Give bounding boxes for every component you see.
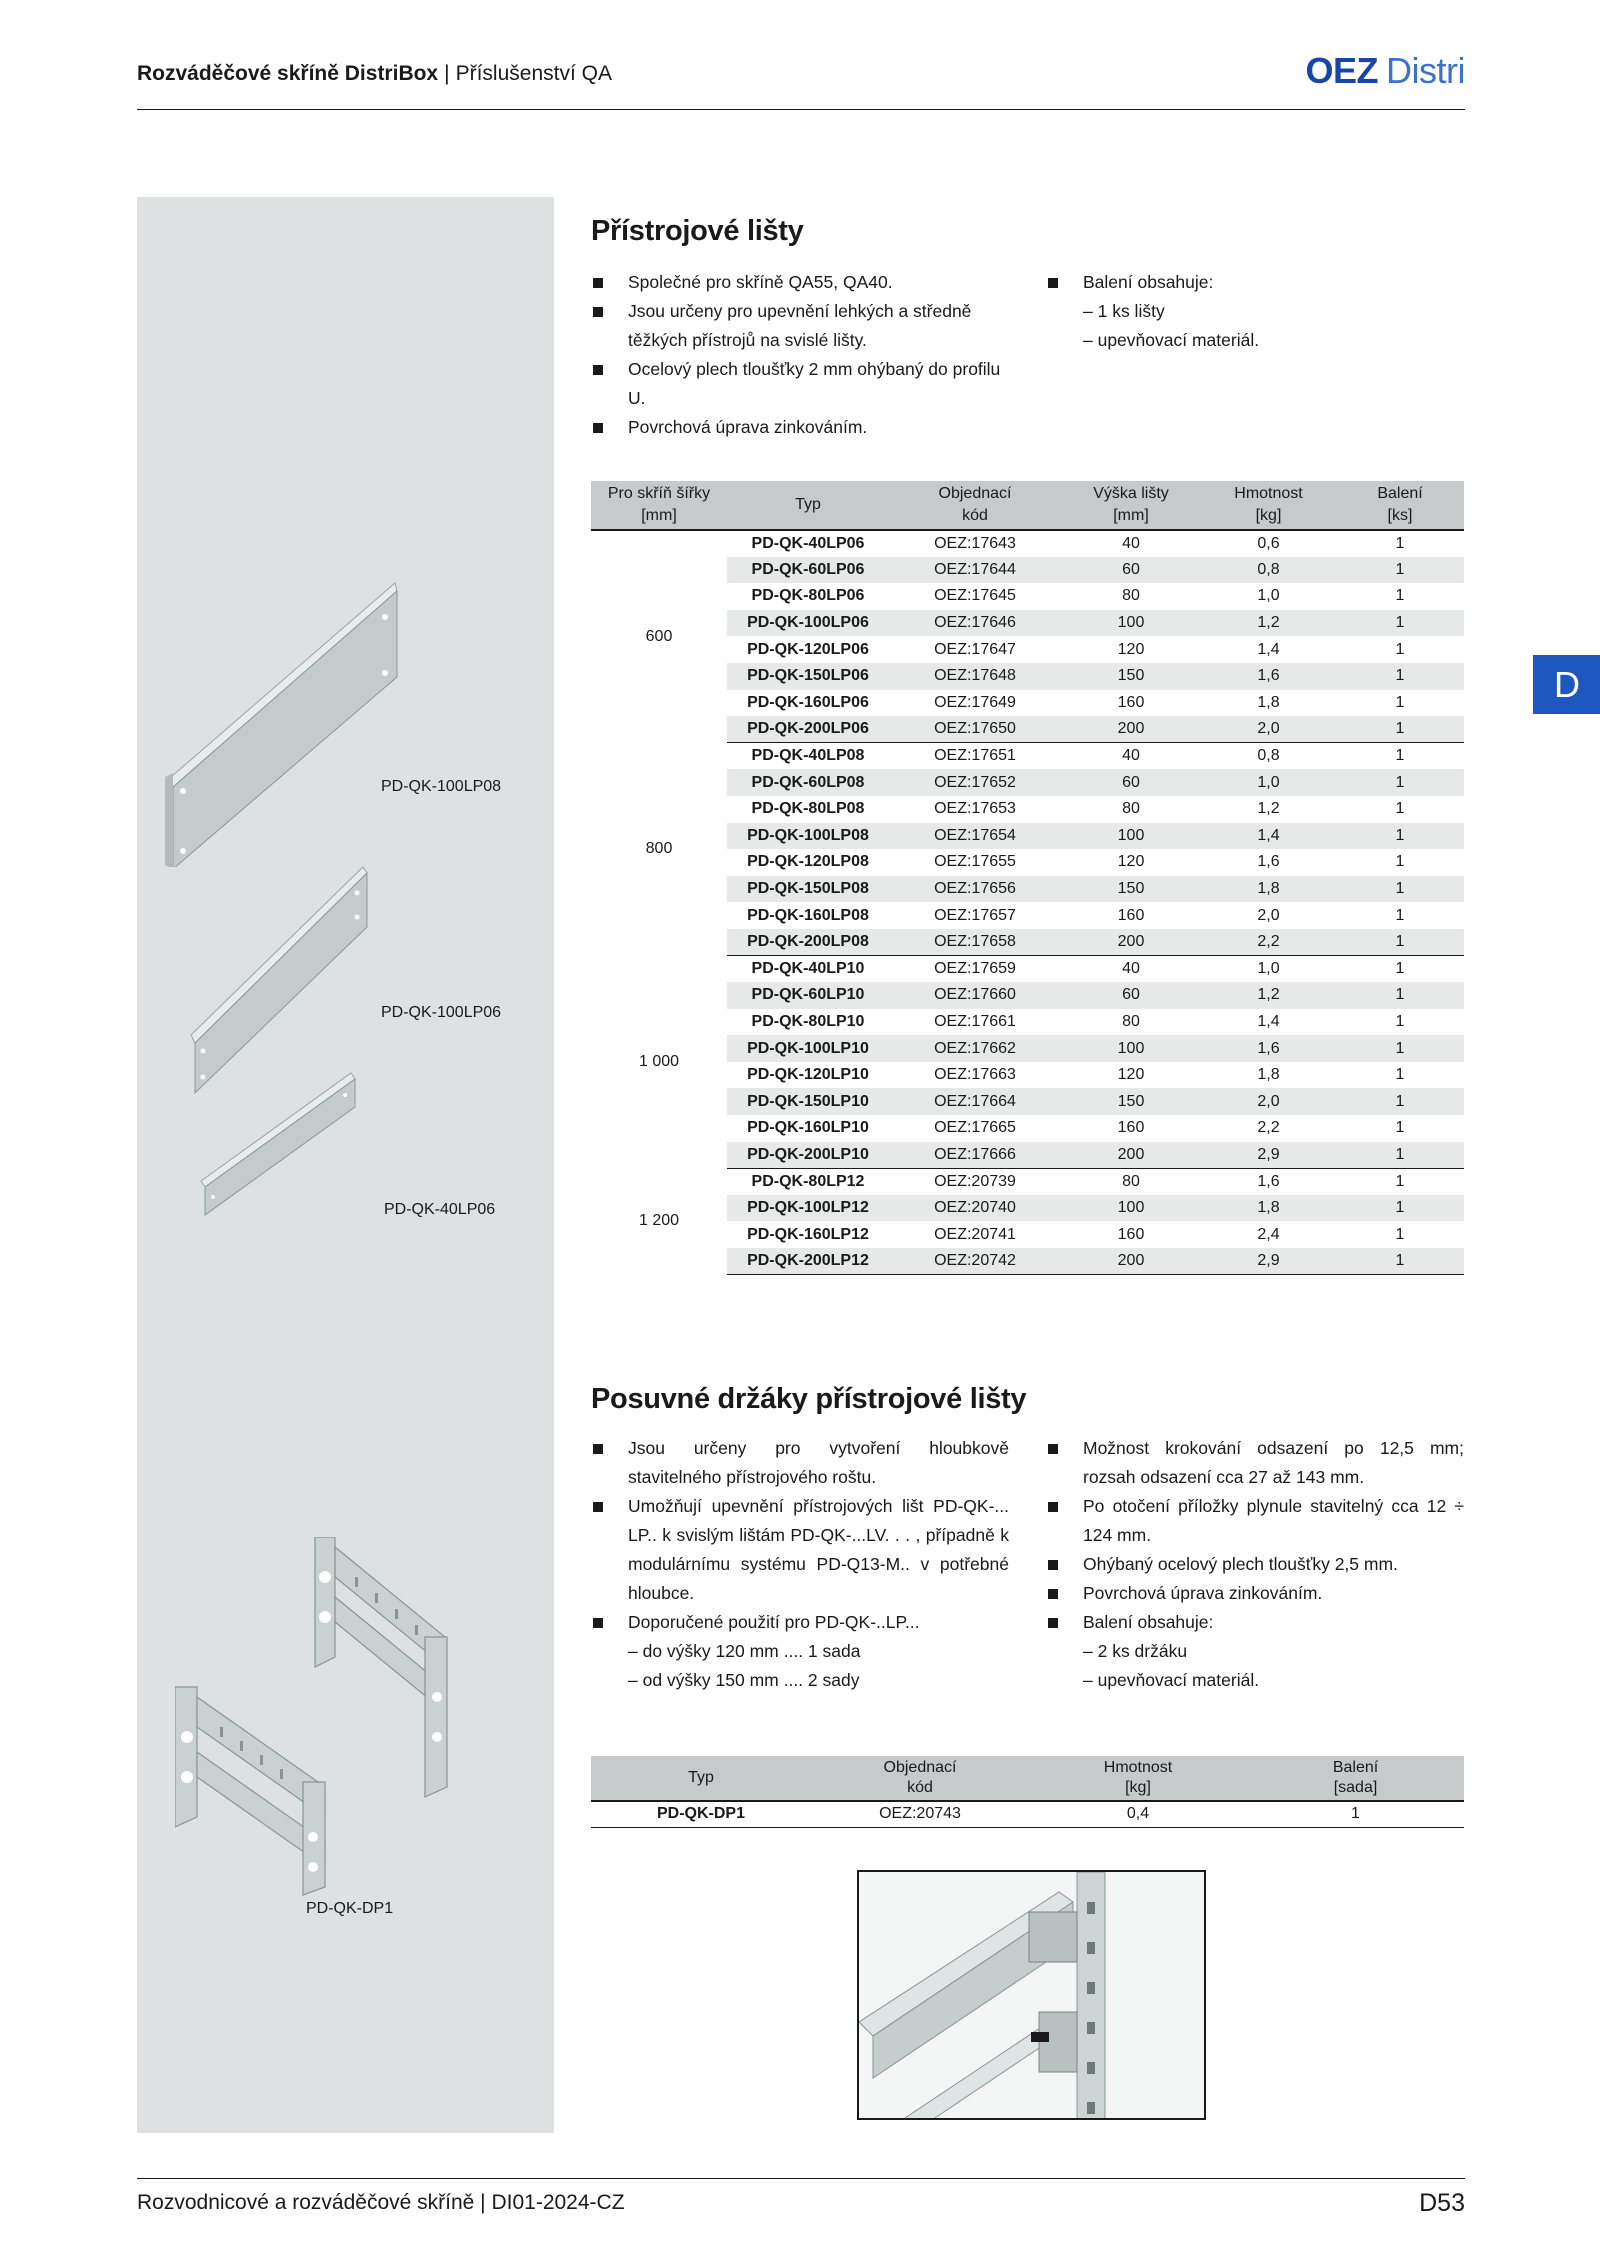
table-cell: 1: [1336, 823, 1464, 850]
label-dp1: PD-QK-DP1: [306, 1900, 394, 1917]
table-cell: 60: [1061, 769, 1201, 796]
table-cell: 1: [1247, 1801, 1464, 1827]
column-header: [1029, 1756, 1247, 1801]
table-cell: OEZ:17655: [889, 849, 1061, 876]
type-cell: PD-QK-DP1: [591, 1801, 811, 1827]
type-cell: PD-QK-160LP06: [727, 690, 889, 717]
table-cell: OEZ:17657: [889, 902, 1061, 929]
rail-image-100lp08: [165, 577, 400, 867]
column-header-line: Typ: [795, 496, 821, 513]
table-cell: OEZ:17652: [889, 769, 1061, 796]
bullet-item: Umožňují upevnění přístrojových lišt PD-QK-... LP.. k svislým lištám PD-QK-...LV. . . , případně k modulárnímu systému PD-Q13-M.. v potřebné hloubce.: [591, 1492, 1009, 1608]
table-cell: 1: [1336, 1221, 1464, 1248]
type-cell: PD-QK-80LP08: [727, 796, 889, 823]
table-cell: 1,8: [1201, 1195, 1336, 1222]
table-cell: 0,8: [1201, 557, 1336, 584]
type-cell: PD-QK-200LP08: [727, 929, 889, 956]
table-cell: 2,0: [1201, 716, 1336, 743]
chapter-tab: D: [1533, 655, 1600, 714]
page-number: D53: [1419, 2189, 1465, 2217]
table-cell: 1,2: [1201, 796, 1336, 823]
bullet-subitem: – od výšky 150 mm .... 2 sady: [628, 1670, 860, 1690]
column-header: [1336, 481, 1464, 530]
table-cell: 1: [1336, 769, 1464, 796]
table-cell: OEZ:20742: [889, 1248, 1061, 1275]
table-cell: 1: [1336, 610, 1464, 637]
type-cell: PD-QK-60LP06: [727, 557, 889, 584]
table-cell: 1,2: [1201, 610, 1336, 637]
column-header-line: Objednací: [938, 485, 1012, 502]
type-cell: PD-QK-160LP10: [727, 1115, 889, 1142]
table-cell: 0,4: [1029, 1801, 1247, 1827]
table-cell: 2,2: [1201, 929, 1336, 956]
column-header-line: Hmotnost: [1234, 485, 1303, 502]
table-row: [591, 743, 1464, 770]
table-cell: 120: [1061, 849, 1201, 876]
bullet-item: Jsou určeny pro upevnění lehkých a středně těžkých přístrojů na svislé lišty.: [591, 297, 1021, 355]
type-cell: PD-QK-40LP10: [727, 956, 889, 983]
section-title-holders: Posuvné držáky přístrojové lišty: [591, 1383, 1027, 1415]
bullet-item: Doporučené použití pro PD-QK-..LP...: [591, 1608, 1009, 1637]
table-cell: 1: [1336, 929, 1464, 956]
type-cell: PD-QK-160LP08: [727, 902, 889, 929]
bullet-item: Balení obsahuje:: [1046, 268, 1466, 297]
table-cell: OEZ:17665: [889, 1115, 1061, 1142]
bullet-item: Společné pro skříně QA55, QA40.: [591, 268, 1021, 297]
holders-features-list: [591, 1434, 1009, 1695]
table-cell: 100: [1061, 1035, 1201, 1062]
footer-text: Rozvodnicové a rozváděčové skříně | DI01-2024-CZ: [137, 2191, 625, 2214]
column-header-line: [mm]: [641, 507, 677, 524]
column-header: [1247, 1756, 1464, 1801]
rail-image-40lp06: [199, 1069, 359, 1219]
table-cell: OEZ:17656: [889, 876, 1061, 903]
table-cell: 1: [1336, 690, 1464, 717]
brand-oez: OEZ: [1305, 50, 1379, 91]
table-cell: OEZ:17651: [889, 743, 1061, 770]
table-cell: OEZ:17643: [889, 530, 1061, 557]
type-cell: PD-QK-120LP08: [727, 849, 889, 876]
rails-package-list: [1046, 268, 1466, 355]
table-cell: 1,0: [1201, 956, 1336, 983]
bullet-item: Možnost krokování odsazení po 12,5 mm; rozsah odsazení cca 27 až 143 mm.: [1046, 1434, 1464, 1492]
installation-photo: [857, 1870, 1206, 2120]
page-header: [137, 50, 1465, 110]
bullet-item: Ohýbaný ocelový plech tloušťky 2,5 mm.: [1046, 1550, 1464, 1579]
table-cell: 1,6: [1201, 849, 1336, 876]
table-cell: 1,4: [1201, 636, 1336, 663]
table-cell: 80: [1061, 1168, 1201, 1195]
bracket-image-dp1: [175, 1537, 465, 1897]
table-cell: OEZ:17645: [889, 583, 1061, 610]
table-row: [591, 1801, 1464, 1827]
column-header: [1201, 481, 1336, 530]
table-cell: 0,8: [1201, 743, 1336, 770]
bullet-item: Balení obsahuje:: [1046, 1608, 1464, 1637]
table-cell: 2,0: [1201, 1088, 1336, 1115]
column-header-line: [kg]: [1125, 1779, 1151, 1796]
holders-table: [591, 1756, 1464, 1828]
column-header-line: Pro skříň šířky: [607, 485, 711, 502]
type-cell: PD-QK-150LP10: [727, 1088, 889, 1115]
column-header-line: Výška lišty: [1093, 485, 1169, 502]
table-cell: 1: [1336, 956, 1464, 983]
installation-illustration: [859, 1872, 1206, 2120]
table-cell: 1: [1336, 716, 1464, 743]
rails-table: [591, 481, 1464, 1275]
table-cell: OEZ:17649: [889, 690, 1061, 717]
header-separator: |: [444, 62, 450, 85]
table-cell: OEZ:17666: [889, 1142, 1061, 1169]
table-cell: 1: [1336, 583, 1464, 610]
holders-package-list: [1046, 1434, 1464, 1695]
table-cell: 40: [1061, 530, 1201, 557]
table-cell: 1: [1336, 663, 1464, 690]
column-header-line: Typ: [688, 1769, 714, 1786]
type-cell: PD-QK-100LP10: [727, 1035, 889, 1062]
table-cell: 1: [1336, 1088, 1464, 1115]
bullet-item: Ocelový plech tloušťky 2 mm ohýbaný do profilu U.: [591, 355, 1021, 413]
table-cell: 60: [1061, 982, 1201, 1009]
table-cell: 0,6: [1201, 530, 1336, 557]
column-header-line: kód: [907, 1779, 933, 1796]
table-cell: 100: [1061, 1195, 1201, 1222]
bullet-subitem: – upevňovací materiál.: [1083, 330, 1260, 350]
table-cell: 60: [1061, 557, 1201, 584]
cabinet-width-cell: 1 000: [591, 956, 727, 1169]
table-cell: 1: [1336, 902, 1464, 929]
table-cell: OEZ:17661: [889, 1009, 1061, 1036]
table-cell: 160: [1061, 1221, 1201, 1248]
table-cell: 1,4: [1201, 1009, 1336, 1036]
table-cell: OEZ:17662: [889, 1035, 1061, 1062]
column-header-line: Hmotnost: [1103, 1759, 1173, 1776]
column-header-line: [sada]: [1333, 1779, 1378, 1796]
header-title-bold: Rozváděčové skříně DistriBox: [137, 62, 439, 85]
type-cell: PD-QK-200LP10: [727, 1142, 889, 1169]
type-cell: PD-QK-100LP06: [727, 610, 889, 637]
type-cell: PD-QK-120LP06: [727, 636, 889, 663]
table-cell: 1: [1336, 530, 1464, 557]
table-cell: 200: [1061, 1248, 1201, 1275]
table-cell: OEZ:17658: [889, 929, 1061, 956]
column-header: [591, 1756, 811, 1801]
table-cell: 150: [1061, 876, 1201, 903]
table-cell: 1,6: [1201, 1168, 1336, 1195]
table-cell: 160: [1061, 1115, 1201, 1142]
table-row: [591, 530, 1464, 557]
table-cell: 80: [1061, 583, 1201, 610]
table-cell: 1: [1336, 1115, 1464, 1142]
table-cell: OEZ:17650: [889, 716, 1061, 743]
table-cell: 150: [1061, 663, 1201, 690]
table-cell: 1,6: [1201, 663, 1336, 690]
table-row: [591, 1168, 1464, 1195]
table-cell: 2,9: [1201, 1142, 1336, 1169]
bullet-subitem: – 1 ks lišty: [1083, 301, 1165, 321]
table-cell: 100: [1061, 610, 1201, 637]
bullet-item: Po otočení příložky plynule stavitelný cca 12 ÷ 124 mm.: [1046, 1492, 1464, 1550]
table-cell: OEZ:17660: [889, 982, 1061, 1009]
table-cell: 1: [1336, 876, 1464, 903]
bullet-item: Jsou určeny pro vytvoření hloubkově stavitelného přístrojového roštu.: [591, 1434, 1009, 1492]
table-cell: OEZ:17647: [889, 636, 1061, 663]
table-cell: OEZ:17663: [889, 1062, 1061, 1089]
product-image-column: [137, 197, 554, 2133]
column-header: [889, 481, 1061, 530]
table-cell: OEZ:20740: [889, 1195, 1061, 1222]
column-header-line: kód: [962, 507, 988, 524]
table-cell: 1: [1336, 636, 1464, 663]
column-header: [591, 481, 727, 530]
rail-image-100lp06: [189, 865, 369, 1095]
header-title-rest: Příslušenství QA: [455, 62, 612, 85]
table-cell: 1: [1336, 743, 1464, 770]
table-cell: OEZ:17664: [889, 1088, 1061, 1115]
table-cell: 1,0: [1201, 769, 1336, 796]
column-header-line: [mm]: [1113, 507, 1149, 524]
column-header-line: Objednací: [883, 1759, 957, 1776]
type-cell: PD-QK-200LP12: [727, 1248, 889, 1275]
bullet-subitem: – 2 ks držáku: [1083, 1641, 1188, 1661]
type-cell: PD-QK-40LP06: [727, 530, 889, 557]
column-header-line: Balení: [1332, 1759, 1379, 1776]
type-cell: PD-QK-150LP06: [727, 663, 889, 690]
table-cell: 2,2: [1201, 1115, 1336, 1142]
header-title: [137, 62, 612, 86]
type-cell: PD-QK-40LP08: [727, 743, 889, 770]
table-cell: OEZ:20743: [811, 1801, 1029, 1827]
label-100lp06: PD-QK-100LP06: [381, 1004, 502, 1021]
table-cell: 80: [1061, 796, 1201, 823]
table-cell: OEZ:17653: [889, 796, 1061, 823]
table-cell: OEZ:17654: [889, 823, 1061, 850]
type-cell: PD-QK-80LP12: [727, 1168, 889, 1195]
brand-distri: Distri: [1386, 50, 1465, 91]
table-cell: 1,4: [1201, 823, 1336, 850]
type-cell: PD-QK-80LP06: [727, 583, 889, 610]
bullet-subitem: – do výšky 120 mm .... 1 sada: [628, 1641, 861, 1661]
table-cell: OEZ:17659: [889, 956, 1061, 983]
type-cell: PD-QK-80LP10: [727, 1009, 889, 1036]
table-cell: 1,8: [1201, 876, 1336, 903]
type-cell: PD-QK-150LP08: [727, 876, 889, 903]
table-cell: OEZ:17648: [889, 663, 1061, 690]
table-cell: 1,8: [1201, 1062, 1336, 1089]
type-cell: PD-QK-160LP12: [727, 1221, 889, 1248]
table-cell: 1: [1336, 982, 1464, 1009]
table-cell: 1: [1336, 849, 1464, 876]
table-cell: 80: [1061, 1009, 1201, 1036]
bullet-item: Povrchová úprava zinkováním.: [591, 413, 1021, 442]
table-cell: 1: [1336, 1009, 1464, 1036]
table-row: [591, 956, 1464, 983]
cabinet-width-cell: 800: [591, 743, 727, 956]
type-cell: PD-QK-60LP10: [727, 982, 889, 1009]
table-cell: 1,8: [1201, 690, 1336, 717]
table-cell: 100: [1061, 823, 1201, 850]
table-cell: 40: [1061, 743, 1201, 770]
table-cell: OEZ:20741: [889, 1221, 1061, 1248]
column-header: [727, 481, 889, 530]
column-header-line: [ks]: [1387, 507, 1413, 524]
table-cell: OEZ:17646: [889, 610, 1061, 637]
label-100lp08: PD-QK-100LP08: [381, 778, 502, 795]
table-cell: 1: [1336, 1035, 1464, 1062]
table-cell: OEZ:17644: [889, 557, 1061, 584]
table-cell: 1,0: [1201, 583, 1336, 610]
label-40lp06: PD-QK-40LP06: [384, 1201, 496, 1218]
table-cell: 120: [1061, 1062, 1201, 1089]
bullet-subitem: – upevňovací materiál.: [1083, 1670, 1260, 1690]
table-cell: 2,0: [1201, 902, 1336, 929]
brand-logo: [1306, 50, 1466, 92]
bullet-item: Povrchová úprava zinkováním.: [1046, 1579, 1464, 1608]
table-cell: 40: [1061, 956, 1201, 983]
table-cell: 200: [1061, 929, 1201, 956]
section-title-rails: Přístrojové lišty: [591, 215, 804, 247]
table-cell: 150: [1061, 1088, 1201, 1115]
table-cell: 200: [1061, 716, 1201, 743]
type-cell: PD-QK-60LP08: [727, 769, 889, 796]
table-cell: 2,4: [1201, 1221, 1336, 1248]
cabinet-width-cell: 600: [591, 530, 727, 743]
table-cell: 2,9: [1201, 1248, 1336, 1275]
table-cell: 200: [1061, 1142, 1201, 1169]
column-header: [1061, 481, 1201, 530]
column-header-line: Balení: [1377, 485, 1423, 502]
table-cell: 1: [1336, 1248, 1464, 1275]
table-cell: 1: [1336, 1142, 1464, 1169]
table-cell: 120: [1061, 636, 1201, 663]
table-cell: 1: [1336, 557, 1464, 584]
rails-features-list: [591, 268, 1021, 442]
table-cell: OEZ:20739: [889, 1168, 1061, 1195]
page-footer: [137, 2178, 1465, 2217]
type-cell: PD-QK-100LP12: [727, 1195, 889, 1222]
type-cell: PD-QK-200LP06: [727, 716, 889, 743]
column-header: [811, 1756, 1029, 1801]
table-cell: 1: [1336, 1168, 1464, 1195]
table-cell: 160: [1061, 690, 1201, 717]
table-cell: 1: [1336, 1062, 1464, 1089]
type-cell: PD-QK-120LP10: [727, 1062, 889, 1089]
table-cell: 1: [1336, 1195, 1464, 1222]
column-header-line: [kg]: [1255, 507, 1282, 524]
table-cell: 1,6: [1201, 1035, 1336, 1062]
table-cell: 1: [1336, 796, 1464, 823]
type-cell: PD-QK-100LP08: [727, 823, 889, 850]
cabinet-width-cell: 1 200: [591, 1168, 727, 1274]
table-cell: 1,2: [1201, 982, 1336, 1009]
table-cell: 160: [1061, 902, 1201, 929]
